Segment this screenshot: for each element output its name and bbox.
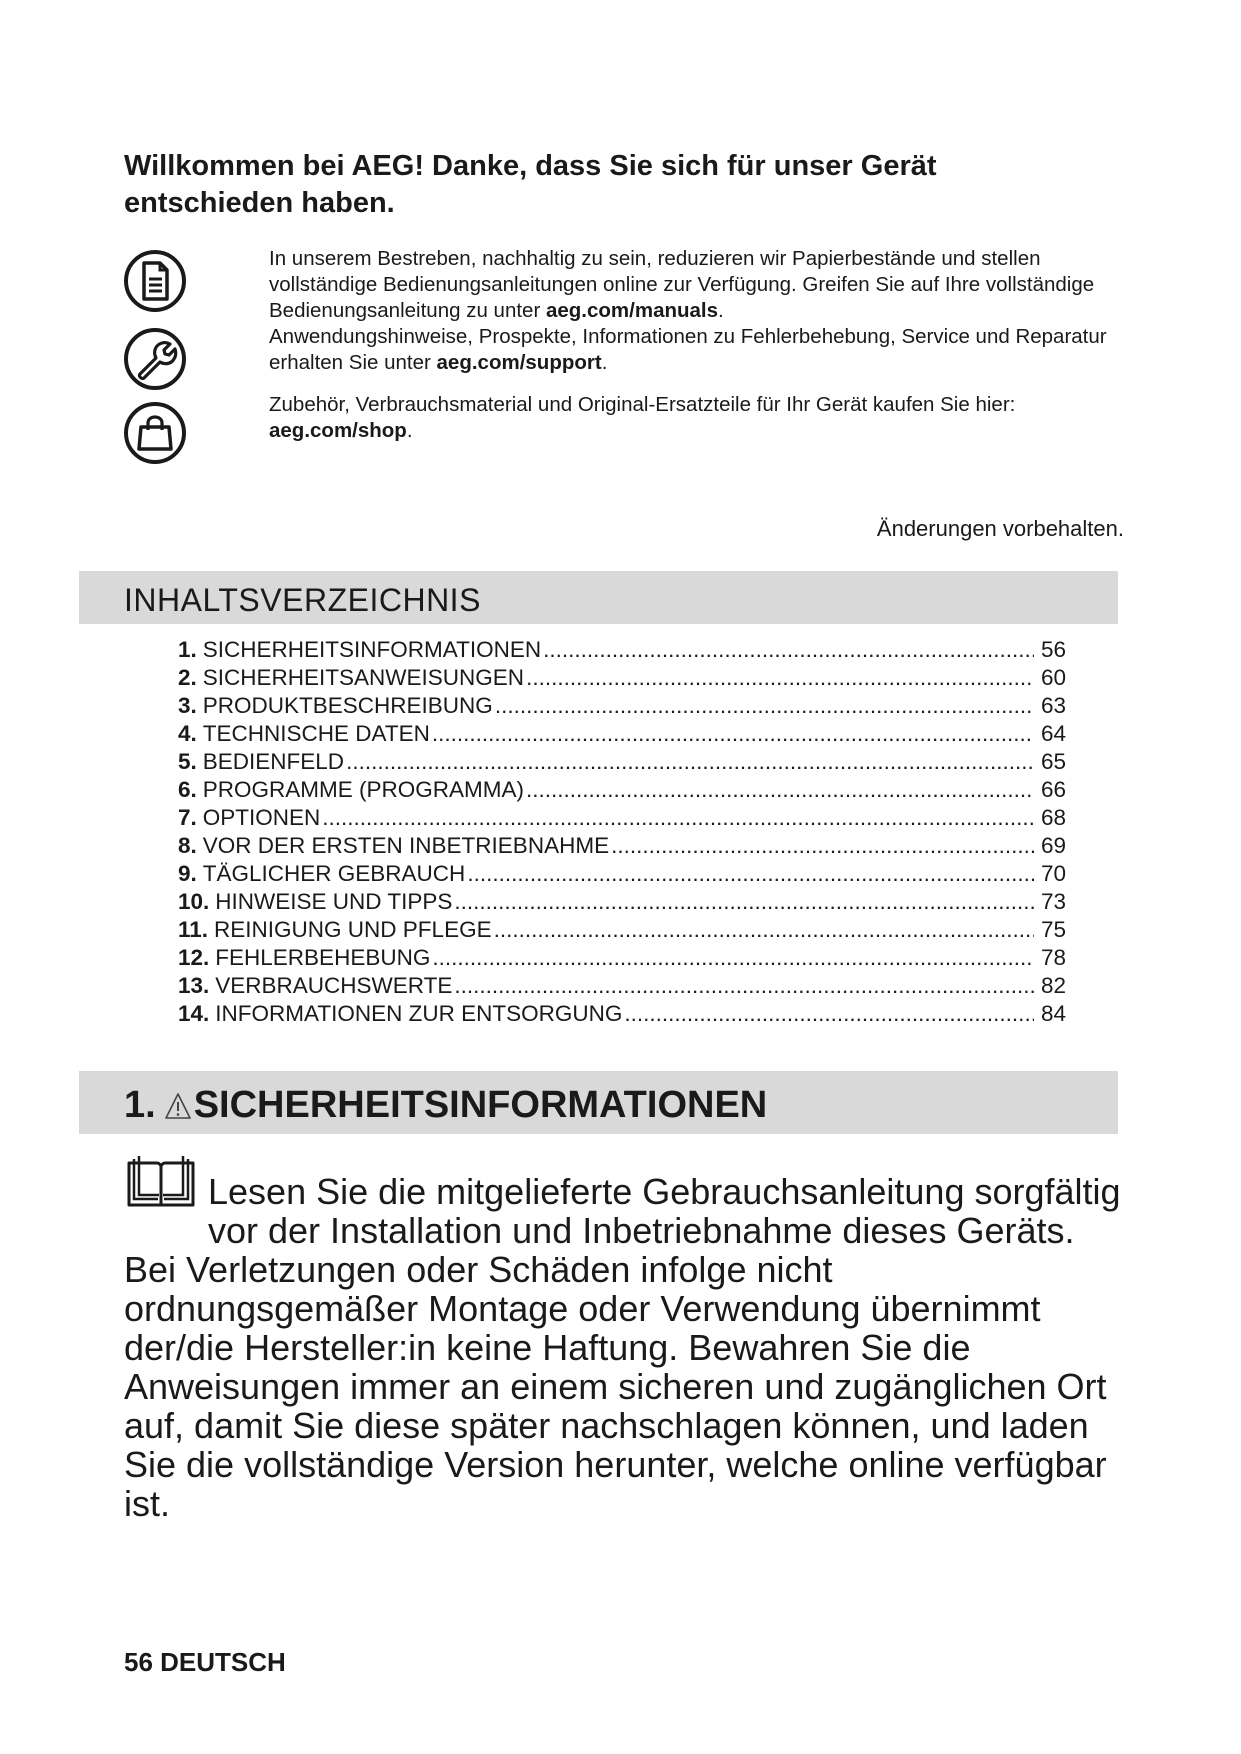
toc-entry-label: BEDIENFELD [202, 749, 345, 774]
toc-entry-label: INFORMATIONEN ZUR ENTSORGUNG [215, 1001, 623, 1026]
toc-leader-dots [432, 720, 1034, 748]
toc-entry-number: 4. [178, 721, 197, 746]
toc-leader-dots [467, 860, 1034, 888]
toc-title: INHALTSVERZEICHNIS [124, 582, 481, 618]
toc-entry-number: 14. [178, 1001, 210, 1026]
toc-entry-label: OPTIONEN [202, 805, 321, 830]
toc-leader-dots [494, 916, 1034, 944]
toc-leader-dots [454, 972, 1034, 1000]
toc-entry-number: 6. [178, 777, 197, 802]
toc-entry-number: 3. [178, 693, 197, 718]
toc-leader-dots [495, 692, 1034, 720]
safety-paragraph-2: Bei Verletzungen oder Schäden infolge nicht ordnungsgemäßer Montage oder Verwendung übernimmt der/die Hersteller:in keine Haftung. Bewahren Sie die Anweisungen immer an einem sicheren und zugänglichen Ort auf, damit Sie diese später nachschlagen können, und laden Sie die vollständige Version herunter, welche online verfügbar ist. [124, 1249, 1107, 1524]
page-footer: 56 DEUTSCH [124, 1647, 286, 1677]
shop-paragraph [269, 392, 1129, 444]
document-icon [122, 248, 188, 314]
toc-entry[interactable] [178, 692, 1066, 720]
toc-leader-dots [624, 1000, 1034, 1028]
toc-entry-label: REINIGUNG UND PFLEGE [214, 917, 492, 942]
warning-triangle-icon [164, 1091, 192, 1121]
toc-entry-number: 1. [178, 637, 197, 662]
section-header [79, 1071, 1118, 1134]
support-text: Anwendungshinweise, Prospekte, Informationen zu Fehlerbehebung, Service und Reparatur erhalten Sie unter [269, 325, 1107, 374]
welcome-heading [124, 148, 1044, 222]
toc-entry[interactable] [178, 804, 1066, 832]
period: . [718, 299, 724, 322]
manuals-link[interactable]: aeg.com/manuals [545, 299, 719, 322]
toc-entry-page: 65 [1040, 749, 1066, 774]
shopping-bag-icon [122, 400, 188, 466]
toc-entry-number: 11. [178, 917, 209, 942]
toc-entry-label: PRODUKTBESCHREIBUNG [202, 693, 493, 718]
toc-list [178, 636, 1066, 1028]
toc-entry-page: 56 [1040, 637, 1066, 662]
toc-entry-number: 13. [178, 973, 210, 998]
toc-entry[interactable] [178, 1000, 1066, 1028]
toc-leader-dots [526, 776, 1034, 804]
toc-entry-label: HINWEISE UND TIPPS [215, 889, 453, 914]
toc-entry-page: 68 [1040, 805, 1066, 830]
toc-entry-number: 8. [178, 833, 197, 858]
toc-entry[interactable] [178, 832, 1066, 860]
toc-entry-page: 84 [1040, 1001, 1066, 1026]
toc-entry-number: 7. [178, 805, 197, 830]
support-paragraph [269, 324, 1129, 376]
shop-link[interactable]: aeg.com/shop [269, 419, 407, 442]
toc-entry-label: TÄGLICHER GEBRAUCH [202, 861, 466, 886]
changes-note: Änderungen vorbehalten. [876, 516, 1124, 541]
toc-entry-label: VERBRAUCHSWERTE [215, 973, 453, 998]
toc-header [79, 571, 1118, 624]
wrench-icon [122, 326, 188, 392]
toc-entry[interactable] [178, 888, 1066, 916]
toc-entry-label: FEHLERBEHEBUNG [215, 945, 431, 970]
toc-entry-page: 63 [1040, 693, 1066, 718]
section-title [124, 1084, 767, 1127]
toc-entry-label: SICHERHEITSANWEISUNGEN [202, 665, 525, 690]
safety-paragraph-1: Lesen Sie die mitgelieferte Gebrauchsanleitung sorgfältig vor der Installation und Inbetriebnahme dieses Geräts. [208, 1171, 1121, 1251]
toc-entry[interactable] [178, 748, 1066, 776]
toc-entry-page: 60 [1040, 665, 1066, 690]
section-number: 1. [124, 1084, 156, 1126]
manuals-paragraph [269, 246, 1129, 324]
toc-entry[interactable] [178, 776, 1066, 804]
toc-entry[interactable] [178, 972, 1066, 1000]
section-title-text: SICHERHEITSINFORMATIONEN [193, 1084, 768, 1126]
toc-entry[interactable] [178, 720, 1066, 748]
manuals-text: In unserem Bestreben, nachhaltig zu sein, reduzieren wir Papierbestände und stellen vollständige Bedienungsanleitungen online zur Verfügung. Greifen Sie auf Ihre vollständige Bedienungsanleitung zu unter [269, 247, 1095, 322]
toc-entry-number: 12. [178, 945, 210, 970]
intro-text [269, 246, 1129, 444]
toc-entry-label: VOR DER ERSTEN INBETRIEBNAHME [202, 833, 610, 858]
toc-entry[interactable] [178, 664, 1066, 692]
toc-entry[interactable] [178, 916, 1066, 944]
period: . [406, 419, 413, 442]
toc-leader-dots [432, 944, 1034, 972]
toc-entry-number: 2. [178, 665, 197, 690]
toc-entry-number: 10. [178, 889, 210, 914]
toc-entry-page: 73 [1040, 889, 1066, 914]
toc-entry-page: 69 [1040, 833, 1066, 858]
toc-entry[interactable] [178, 860, 1066, 888]
toc-entry-number: 5. [178, 749, 197, 774]
toc-entry-number: 9. [178, 861, 197, 886]
welcome-heading-line1: Willkommen bei AEG! Danke, dass Sie sich für unser Gerät [124, 150, 937, 182]
toc-leader-dots [543, 636, 1034, 664]
safety-text [124, 1172, 1124, 1523]
welcome-heading-line2: entschieden haben. [124, 187, 395, 219]
toc-leader-dots [346, 748, 1034, 776]
toc-entry-label: PROGRAMME (PROGRAMMA) [202, 777, 525, 802]
toc-entry-page: 78 [1040, 945, 1066, 970]
toc-entry-page: 75 [1040, 917, 1066, 942]
toc-leader-dots [322, 804, 1034, 832]
toc-entry-page: 64 [1040, 721, 1066, 746]
toc-entry-label: TECHNISCHE DATEN [202, 721, 430, 746]
toc-entry[interactable] [178, 636, 1066, 664]
toc-entry[interactable] [178, 944, 1066, 972]
toc-leader-dots [454, 888, 1034, 916]
period: . [601, 351, 608, 374]
shop-text: Zubehör, Verbrauchsmaterial und Original-Ersatzteile für Ihr Gerät kaufen Sie hier: [269, 393, 1016, 416]
toc-leader-dots [526, 664, 1034, 692]
support-link[interactable]: aeg.com/support [436, 351, 602, 374]
toc-entry-label: SICHERHEITSINFORMATIONEN [202, 637, 542, 662]
toc-entry-page: 70 [1040, 861, 1066, 886]
toc-entry-page: 82 [1040, 973, 1066, 998]
toc-entry-page: 66 [1040, 777, 1066, 802]
toc-leader-dots [611, 832, 1034, 860]
